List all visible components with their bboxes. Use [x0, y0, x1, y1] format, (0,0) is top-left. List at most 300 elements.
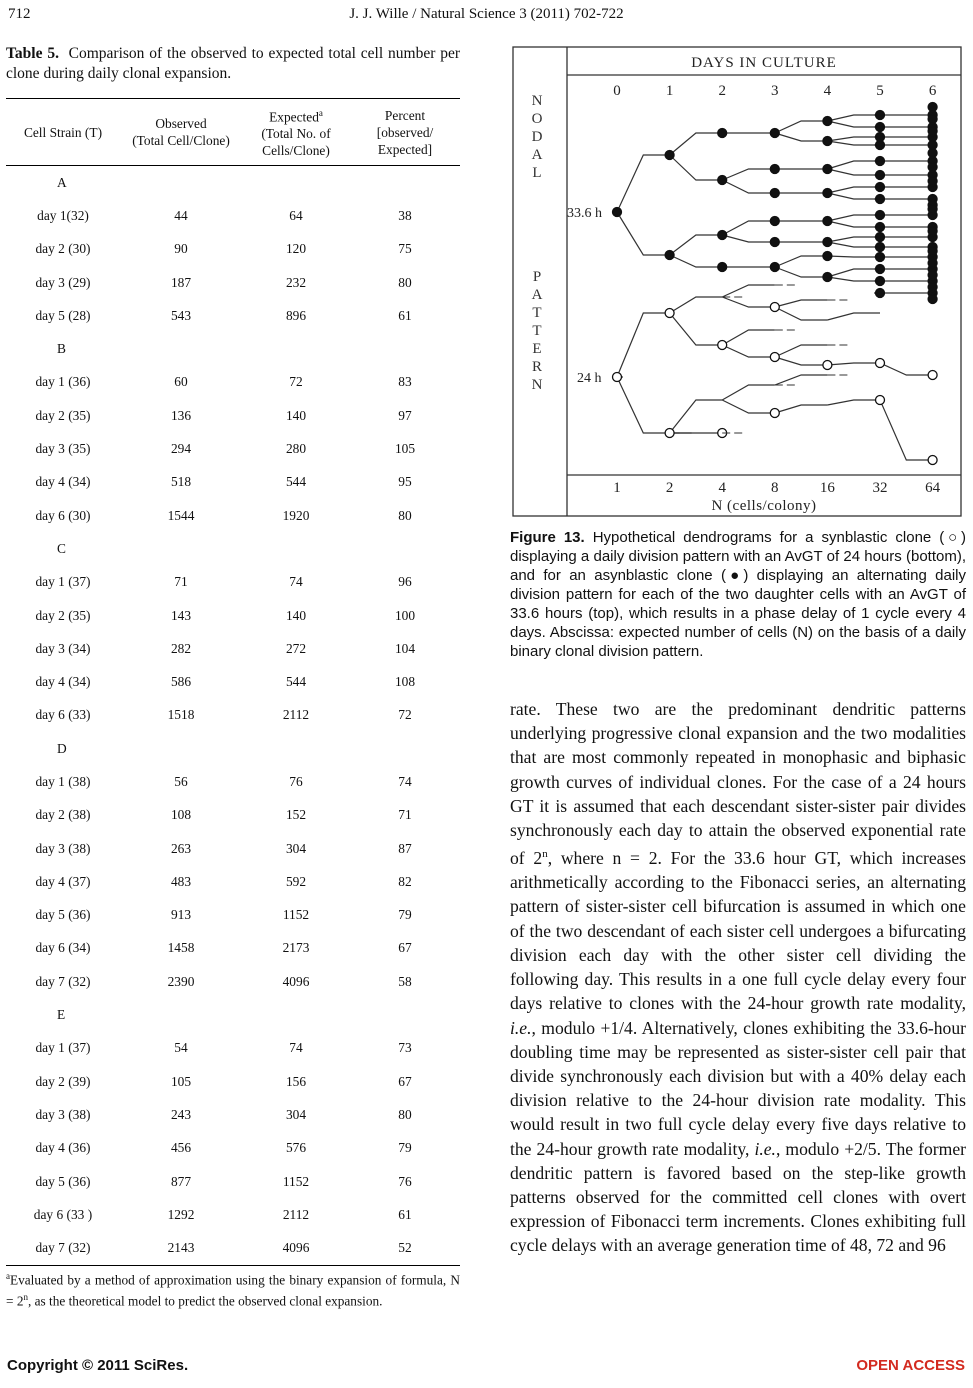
- table-cell-day: day 1 (37): [35, 574, 91, 590]
- table-cell-obs: 44: [174, 207, 188, 223]
- filled-node: [928, 227, 937, 236]
- branch-line: [775, 133, 828, 141]
- table-row: [6, 865, 460, 898]
- open-node: [876, 359, 885, 368]
- branch-line: [670, 133, 723, 155]
- n-tick-label: 32: [872, 480, 888, 496]
- filled-node: [876, 265, 885, 274]
- branch-line: [670, 155, 723, 180]
- branch-line: [827, 187, 880, 193]
- table-cell-pct: 104: [394, 640, 416, 656]
- branch-line: [827, 161, 880, 169]
- open-node: [823, 361, 832, 370]
- n-tick-label: 64: [925, 480, 941, 496]
- branch-line: [670, 235, 723, 255]
- table-cell-pct: 67: [398, 940, 412, 956]
- table-cell-pct: 80: [398, 274, 412, 290]
- table-cell-pct: 58: [398, 973, 412, 989]
- group-label: D: [57, 740, 67, 756]
- table-cell-pct: 72: [398, 707, 412, 723]
- table-cell-pct: 97: [398, 407, 412, 423]
- filled-node: [823, 238, 832, 247]
- label-24h: 24 h: [577, 371, 602, 386]
- filled-node: [928, 283, 937, 292]
- figure-caption: [510, 528, 966, 661]
- table-cell-pct: 61: [398, 307, 412, 323]
- table-cell-exp: 592: [285, 873, 307, 889]
- table-cell-obs: 136: [170, 407, 192, 423]
- table-cell-pct: 71: [398, 807, 412, 823]
- table-cell-obs: 877: [170, 1173, 192, 1189]
- table-cell-day: day 2 (39): [35, 1073, 91, 1089]
- table-group-row: [6, 166, 460, 200]
- group-label: A: [57, 174, 67, 190]
- table-cell-day: day 3 (38): [35, 840, 91, 856]
- open-node: [770, 353, 779, 362]
- table-cell-exp: 4096: [242, 1232, 350, 1266]
- table-row: [6, 199, 460, 232]
- branch-line: [617, 155, 670, 212]
- table-row: [6, 1065, 460, 1098]
- figure-13-dendrogram: [511, 45, 965, 518]
- filled-node: [770, 165, 779, 174]
- side-label-pattern: N: [531, 377, 543, 393]
- table-cell-obs: 483: [170, 873, 192, 889]
- side-label-nodal: L: [532, 165, 542, 181]
- table-cell-exp: 120: [285, 241, 307, 257]
- table-cell-pct: 74: [398, 773, 412, 789]
- figure-title: DAYS IN CULTURE: [691, 55, 837, 71]
- n-tick-label: 8: [771, 480, 779, 496]
- table-cell-obs: 60: [174, 374, 188, 390]
- table-row: [6, 599, 460, 632]
- table-cell-exp: 140: [285, 407, 307, 423]
- table-row: [6, 1098, 460, 1131]
- table-cell-obs: 1458: [167, 940, 195, 956]
- table-cell-exp: 72: [289, 374, 303, 390]
- filled-node: [928, 115, 937, 124]
- table-cell-pct: 83: [398, 374, 412, 390]
- n-tick-label: 2: [665, 480, 674, 496]
- table-cell-day: day 6 (33 ): [33, 1206, 93, 1222]
- col-header-percent: Percent [observed/ Expected]: [350, 99, 460, 166]
- filled-node: [718, 129, 727, 138]
- branch-line: [670, 313, 723, 345]
- open-node: [665, 429, 674, 438]
- table-cell-obs: 282: [170, 640, 192, 656]
- filled-node: [876, 123, 885, 132]
- branch-line: [617, 313, 670, 377]
- table-caption-text: Comparison of the observed to expected total cell number per clone during daily clonal expansion.: [6, 45, 460, 82]
- table-footnote: $^a$Evaluated by a method of approximation using the binary expansion of formula, $N = 2^n$, as the theoretical model to predict the observed clonal expansion.: [6, 1271, 460, 1309]
- day-tick-label: 2: [718, 83, 726, 99]
- branch-line: [617, 212, 670, 255]
- filled-node: [876, 141, 885, 150]
- table-cell-day: day 3 (35): [35, 441, 91, 457]
- filled-node: [770, 263, 779, 272]
- table-row: [6, 765, 460, 798]
- branch-line: [827, 237, 880, 242]
- branch-line: [722, 235, 775, 242]
- n-tick-label: 1: [613, 480, 621, 496]
- table-cell-day: day 3 (29): [35, 274, 91, 290]
- branch-line: [827, 137, 880, 141]
- filled-node: [876, 223, 885, 232]
- branch-line: [880, 400, 933, 460]
- filled-node: [928, 247, 937, 256]
- table-cell-pct: 80: [398, 1106, 412, 1122]
- table-cell-obs: 1544: [167, 507, 195, 523]
- filled-node: [876, 289, 885, 298]
- branch-line: [880, 363, 933, 375]
- table-caption: [6, 44, 460, 84]
- filled-node: [876, 195, 885, 204]
- filled-node: [876, 243, 885, 252]
- filled-node: [876, 183, 885, 192]
- table-cell-exp: 544: [285, 674, 307, 690]
- table-cell-pct: 82: [398, 873, 412, 889]
- table-cell-obs: 90: [174, 241, 188, 257]
- filled-node: [876, 171, 885, 180]
- day-tick-label: 4: [823, 83, 832, 99]
- page-header: [0, 6, 973, 26]
- branch-line: [827, 215, 880, 221]
- table-cell-pct: 100: [394, 607, 416, 623]
- table-row: [6, 1032, 460, 1065]
- table-cell-day: day 2 (38): [35, 807, 91, 823]
- figure-label: Figure 13.: [510, 529, 585, 546]
- filled-node: [928, 149, 937, 158]
- table-cell-obs: 1518: [167, 707, 195, 723]
- branch-line: [722, 385, 775, 400]
- table-cell-exp: 272: [285, 640, 307, 656]
- open-node: [928, 371, 937, 380]
- table-cell-pct: 95: [398, 474, 412, 490]
- table-cell-day: day 5 (28): [35, 307, 91, 323]
- table-cell-exp: 280: [285, 441, 307, 457]
- branch-line: [670, 400, 723, 433]
- col-header-observed: Observed (Total Cell/Clone): [120, 99, 242, 166]
- col-header-strain: Cell Strain (T): [6, 99, 120, 166]
- branch-line: [827, 141, 880, 145]
- branch-line: [827, 256, 880, 257]
- table-row: [6, 1232, 460, 1266]
- filled-node: [928, 127, 937, 136]
- open-node: [928, 456, 937, 465]
- branch-line: [722, 169, 775, 180]
- table-cell-exp: 152: [285, 807, 307, 823]
- filled-node: [928, 163, 937, 172]
- table-cell-day: day 2 (35): [35, 607, 91, 623]
- table-row: [6, 699, 460, 732]
- side-label-nodal: D: [531, 129, 543, 145]
- side-label-nodal: O: [531, 111, 543, 127]
- table-cell-day: day 1 (38): [35, 773, 91, 789]
- table-cell-exp: 2112: [282, 1206, 310, 1222]
- table-header-row: [6, 99, 460, 166]
- table-cell-obs: 294: [170, 441, 192, 457]
- figure-caption-text: Hypothetical dendrograms for a synblastic clone (○) displaying a daily division pattern with an AvGT of 24 hours (bottom), and for an asynblastic clone (●) displaying an alternating daily division pattern for each of the two daughter cells with an AvGT of 33.6 hours (top), which results in a phase delay of 1 cycle every 4 days. Abscissa: expected number of cells (N) on the basis of a daily binary clonal division pattern.: [510, 529, 967, 660]
- branch-line: [722, 221, 775, 235]
- table-cell-obs: 187: [170, 274, 192, 290]
- table-cell-day: day 6 (30): [35, 507, 91, 523]
- table-cell-obs: 586: [170, 674, 192, 690]
- branch-line: [827, 277, 880, 281]
- filled-node: [613, 208, 622, 217]
- table-cell-exp: 156: [285, 1073, 307, 1089]
- branch-line: [827, 115, 880, 121]
- open-node: [718, 341, 727, 350]
- open-node: [876, 396, 885, 405]
- branch-line: [827, 169, 880, 175]
- table-cell-pct: 76: [398, 1173, 412, 1189]
- open-node: [613, 373, 622, 382]
- filled-node: [876, 157, 885, 166]
- table-cell-exp: 2173: [282, 940, 310, 956]
- table-cell-obs: 54: [174, 1040, 188, 1056]
- page-number: 712: [8, 6, 31, 22]
- table-cell-exp: 304: [285, 840, 307, 856]
- filled-node: [928, 205, 937, 214]
- branch-line: [670, 297, 723, 313]
- table-cell-exp: 74: [289, 574, 303, 590]
- filled-node: [823, 189, 832, 198]
- open-access-badge: OPEN ACCESS: [856, 1357, 965, 1374]
- group-label: B: [57, 341, 66, 357]
- table-group-row: [6, 332, 460, 365]
- table-row: [6, 233, 460, 266]
- table-cell-obs: 71: [174, 574, 188, 590]
- table-cell-obs: 518: [170, 474, 192, 490]
- side-label-pattern: R: [531, 359, 543, 375]
- table-cell-exp: 1920: [282, 507, 310, 523]
- side-label-nodal: A: [531, 147, 543, 163]
- table-cell-pct: 105: [394, 441, 416, 457]
- table-row: [6, 799, 460, 832]
- day-tick-label: 1: [665, 83, 674, 99]
- branch-line: [775, 267, 828, 277]
- filled-node: [770, 217, 779, 226]
- table-row: [6, 1132, 460, 1165]
- filled-node: [876, 233, 885, 242]
- table-cell-pct: 108: [394, 674, 416, 690]
- table-cell-obs: 913: [170, 907, 192, 923]
- open-node: [770, 303, 779, 312]
- open-node: [770, 409, 779, 418]
- table-group-row: [6, 732, 460, 765]
- table-cell-day: day 3 (34): [35, 640, 91, 656]
- filled-node: [823, 137, 832, 146]
- table-cell-exp: 2112: [282, 707, 310, 723]
- table-row: [6, 1165, 460, 1198]
- table-cell-obs: 456: [170, 1140, 192, 1156]
- table-cell-exp: 1152: [282, 1173, 310, 1189]
- table-cell-obs: 143: [170, 607, 192, 623]
- table-cell-exp: 304: [285, 1106, 307, 1122]
- filled-node: [928, 259, 937, 268]
- table-cell-obs: 263: [170, 840, 192, 856]
- side-label-pattern: E: [532, 341, 542, 357]
- table-cell-pct: 61: [398, 1206, 412, 1222]
- branch-line: [775, 256, 828, 267]
- branch-line: [722, 345, 775, 357]
- table-group-row: [6, 998, 460, 1031]
- filled-node: [928, 295, 937, 304]
- table-row: [6, 665, 460, 698]
- body-text: rate. These two are the predominant dendritic patterns underlying progressive clonal expansion and the two modalities that are most commonly repeated in monophasic and biphasic growth curves of individual clones. For the case of a 24 hours GT it is assumed that each descendant sister-sister pair divides synchronously each day to attain the observed exponential rate of 2$^n$, where n = 2. For the 33.6 hour GT, which increases arithmetically according to the Fibonacci series, an alternating pattern of sister-sister cell bifurcation is assumed in which one of the two descendant of each sister cell undergoes a bifurcating division each day with the other sister cell dividing the following day. This results in a one full cycle delay every four days relative to clones with the 24-hour growth rate modality, i.e., modulo +1/4. Alternatively, clones exhibiting the 33.6-hour doubling time may be represented as sister-sister cell pair that divide synchronously each division but with a 40% delay each division relative to the 24-hour division rate modality. This would result in two full cycle delay every five days relative to the 24-hour growth rate modality, i.e., modulo +2/5. The former dendritic pattern is favored based on the step-like growth patterns observed for the committed cell clones with overt expression of Fibonacci term increments. Clones exhibiting full cycle delays with an average generation time of 48, 72 and 96: [510, 699, 967, 1256]
- table-cell-day: day 6 (34): [35, 940, 91, 956]
- table-cell-day: day 4 (34): [35, 674, 91, 690]
- table-row: [6, 1198, 460, 1231]
- table-row: [6, 432, 460, 465]
- table-group-row: [6, 532, 460, 565]
- table-row: [6, 299, 460, 332]
- table-row: [6, 632, 460, 665]
- running-head: J. J. Wille / Natural Science 3 (2011) 702-722: [349, 6, 624, 22]
- table-cell-exp: 140: [285, 607, 307, 623]
- filled-node: [718, 263, 727, 272]
- filled-node: [823, 165, 832, 174]
- table-cell-day: day 3 (38): [35, 1106, 91, 1122]
- filled-node: [823, 273, 832, 282]
- branch-line: [722, 400, 775, 413]
- filled-node: [718, 176, 727, 185]
- table-cell-pct: 67: [398, 1073, 412, 1089]
- day-tick-label: 6: [928, 83, 937, 99]
- side-label-pattern: T: [532, 305, 542, 321]
- table-cell-exp: 64: [289, 207, 303, 223]
- table-cell-exp: 576: [285, 1140, 307, 1156]
- filled-node: [876, 277, 885, 286]
- table-cell-day: day 6 (33): [35, 707, 91, 723]
- branch-line: [827, 400, 880, 405]
- table-cell-obs: 2143: [120, 1232, 242, 1266]
- table-row: [6, 899, 460, 932]
- table-cell-obs: 543: [170, 307, 192, 323]
- filled-node: [823, 117, 832, 126]
- branch-line: [775, 300, 828, 307]
- table-cell-exp: 232: [285, 274, 307, 290]
- side-label-pattern: P: [532, 269, 542, 285]
- branch-line: [617, 377, 670, 433]
- table-row: [6, 566, 460, 599]
- branch-line: [775, 121, 828, 133]
- group-label: C: [57, 540, 66, 556]
- col-header-expected: Expected$^a$ (Total No. of Cells/Clone): [242, 99, 350, 166]
- branch-line: [827, 269, 880, 277]
- table-cell-day: day 4 (37): [35, 873, 91, 889]
- side-label-pattern: T: [532, 323, 542, 339]
- table-cell-exp: 544: [285, 474, 307, 490]
- table-cell-day: day 5 (36): [35, 907, 91, 923]
- table-cell-exp: 1152: [282, 907, 310, 923]
- table-cell-obs: 108: [170, 807, 192, 823]
- branch-line: [722, 180, 775, 193]
- table-cell-exp: 4096: [282, 973, 310, 989]
- branch-line: [722, 285, 775, 297]
- table-cell-day: day 4 (34): [35, 474, 91, 490]
- table-5: [6, 98, 460, 1266]
- table-cell-day: day 7 (32): [6, 1232, 120, 1266]
- filled-node: [928, 177, 937, 186]
- branch-line: [775, 405, 828, 413]
- table-cell-obs: 105: [170, 1073, 192, 1089]
- table-cell-pct: 73: [398, 1040, 412, 1056]
- filled-node: [928, 271, 937, 280]
- day-tick-label: 3: [771, 83, 779, 99]
- table-cell-pct: 80: [398, 507, 412, 523]
- table-row: [6, 832, 460, 865]
- table-cell-obs: 243: [170, 1106, 192, 1122]
- filled-node: [876, 211, 885, 220]
- label-33-6h: 33.6 h: [567, 206, 602, 221]
- table-cell-pct: 87: [398, 840, 412, 856]
- table-cell-obs: 1292: [167, 1206, 195, 1222]
- table-cell-pct: 96: [398, 574, 412, 590]
- branch-line: [670, 255, 723, 267]
- day-tick-label: 5: [876, 83, 884, 99]
- table-cell-obs: 56: [174, 773, 188, 789]
- table-cell-pct: 79: [398, 1140, 412, 1156]
- branch-line: [775, 357, 828, 365]
- branch-line: [827, 221, 880, 227]
- table-row: [6, 366, 460, 399]
- table-row: [6, 932, 460, 965]
- copyright-text: Copyright © 2011 SciRes.: [7, 1357, 189, 1374]
- branch-line: [722, 297, 775, 307]
- table-cell-day: day 1 (37): [35, 1040, 91, 1056]
- table-cell-obs: 2390: [167, 973, 195, 989]
- table-cell-exp: 76: [289, 773, 303, 789]
- filled-node: [665, 151, 674, 160]
- filled-node: [823, 252, 832, 261]
- group-label: E: [57, 1007, 66, 1023]
- open-node: [665, 309, 674, 318]
- table-cell-exp: 896: [285, 307, 307, 323]
- branch-line: [827, 121, 880, 127]
- table-cell-day: day 1 (36): [35, 374, 91, 390]
- branch-line: [827, 313, 880, 320]
- filled-node: [928, 103, 937, 112]
- n-tick-label: 16: [819, 480, 835, 496]
- filled-node: [823, 217, 832, 226]
- table-cell-day: day 4 (36): [35, 1140, 91, 1156]
- filled-node: [876, 253, 885, 262]
- branch-line: [827, 363, 880, 365]
- filled-node: [770, 129, 779, 138]
- branch-line: [827, 242, 880, 247]
- table-cell-pct: 38: [398, 207, 412, 223]
- filled-node: [770, 238, 779, 247]
- table-cell-day: day 1(32): [37, 207, 89, 223]
- branch-line: [775, 375, 828, 385]
- filled-node: [876, 111, 885, 120]
- table-cell-pct: 52: [350, 1232, 460, 1266]
- branch-line: [775, 345, 828, 357]
- x-axis-label: N (cells/colony): [711, 498, 817, 514]
- side-label-pattern: A: [531, 287, 543, 303]
- table-label: Table 5.: [6, 45, 59, 62]
- n-tick-label: 4: [718, 480, 726, 496]
- table-row: [6, 965, 460, 998]
- branch-line: [775, 307, 828, 320]
- table-cell-exp: 74: [289, 1040, 303, 1056]
- filled-node: [770, 189, 779, 198]
- table-cell-day: day 5 (36): [35, 1173, 91, 1189]
- table-cell-pct: 79: [398, 907, 412, 923]
- table-row: [6, 399, 460, 432]
- filled-node: [718, 231, 727, 240]
